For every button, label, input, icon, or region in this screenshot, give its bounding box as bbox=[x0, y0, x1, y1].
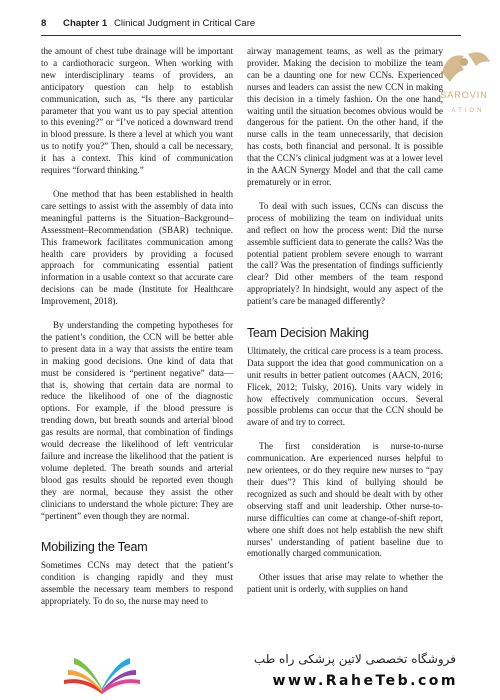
paragraph: One method that has been established in health care settings to assist with the assembly of data into meaningful patterns is the Situation–Background–Assessment–Recommendation (SBAR) technique. This framework facilitates communication among health care providers by providing a focused approach for communicating essential patient information in a usable context so that accurate care decisions can be made (Institute for Healthcare Improvement, 2018). bbox=[41, 188, 233, 307]
watermark-brand: SAROVIN bbox=[440, 90, 488, 100]
chapter-title: Clinical Judgment in Critical Care bbox=[113, 18, 256, 29]
footer-banner bbox=[0, 646, 500, 700]
paragraph: To deal with such issues, CCNs can discuss the process of mobilizing the team on individual units and reflect on how the process went: Did the nurse assemble sufficient data to generate the calls? Was the potential patient problem severe enough to warrant the call? Was the presentation of findings sufficiently clear? Did other members of the team respond appropriately? In hindsight, would any aspect of the patient’s care be managed differently? bbox=[247, 200, 443, 307]
running-header bbox=[41, 18, 461, 34]
paragraph: By understanding the competing hypotheses for the patient’s condition, the CCN will be better able to present data in a way that assists the entire team in making good decisions. One kind of data that must be considered is “pertinent negative” data—that is, showing that certain data are normal to reduce the likelihood of one of the diagnostic options. For example, if the blood pressure is trending down, but breath sounds and arterial blood gas results are normal, that combination of findings would decrease the likelihood of left ventricular failure and increase the likelihood that the patient is volume depleted. The breath sounds and arterial blood gas results should be reported even though they are normal, because they assist the other clinicians to understand the whole picture: They are “pertinent” even though they are normal. bbox=[41, 320, 233, 521]
left-column bbox=[41, 46, 233, 608]
open-book-icon bbox=[60, 650, 144, 696]
watermark-logo bbox=[428, 32, 500, 122]
paragraph: the amount of chest tube drainage will be important to a cardiothoracic surgeon. When working with new interdisciplinary teams of providers, an anticipatory question can help to establish communication, such as, “Is there any particular parameter that you want us to pay special attention to this evening?” or “I’ve noticed a downward trend in blood pressure. Is there a level at which you want us to notify you?” Then, should a call be necessary, it has a context. This kind of communication requires “forward thinking.” bbox=[41, 46, 233, 176]
watermark-sub: ATION bbox=[451, 108, 485, 114]
page-number: 8 bbox=[41, 18, 47, 29]
store-name: فروشگاه تخصصی لاتین پزشکی راه طب bbox=[253, 652, 456, 666]
store-url[interactable]: www.RaheTeb.com bbox=[272, 673, 458, 689]
section-heading-mobilizing: Mobilizing the Team bbox=[41, 540, 148, 555]
paragraph: The first consideration is nurse-to-nurse communication. Are experienced nurses helpful to new orientees, or do they require new nurses to “pay their dues”? This kind of bullying should be recognized as such and should be dealt with by other observing staff and unit leadership. Other nurse-to-nurse difficulties can come at change-of-shift report, where one shift does not help establish the new shift nurses’ understanding of patient baseline due to emotionally charged communication. bbox=[247, 441, 443, 559]
paragraph: airway management teams, as well as the primary provider. Making the decision to mobilize the team can be a daunting one for new CCNs. Experienced nurses and leaders can assist the new CCN in making this decision in a timely fashion. On the one hand, waiting until the situation becomes obvious would be dangerous for the patient. On the other hand, if the nurse calls in the team unnecessarily, that decision has costs, both financial and personal. It is possible that the CCN’s clinical judgment was at a lower level in the AACN Synergy Model and that the call came prematurely or in error. bbox=[247, 46, 443, 187]
section-heading-team-decision: Team Decision Making bbox=[247, 326, 369, 341]
header-rule bbox=[41, 35, 461, 36]
paragraph: Other issues that arise may relate to whether the patient unit is orderly, with supplies on hand bbox=[247, 572, 443, 595]
paragraph: Sometimes CCNs may detect that the patient’s condition is changing rapidly and they must assemble the necessary team members to respond appropriately. To do so, the nurse may need to bbox=[41, 560, 233, 607]
chapter-label: Chapter 1 bbox=[63, 18, 108, 29]
right-column bbox=[247, 46, 443, 596]
paragraph: Ultimately, the critical care process is a team process. Data support the idea that good communication on a unit results in better patient outcomes (AACN, 2016; Flicek, 2012; Tulsky, 2016). Units vary widely in how effectively communication occurs. Several possible problems can occur that the CCN should be aware of and try to correct. bbox=[247, 345, 443, 428]
